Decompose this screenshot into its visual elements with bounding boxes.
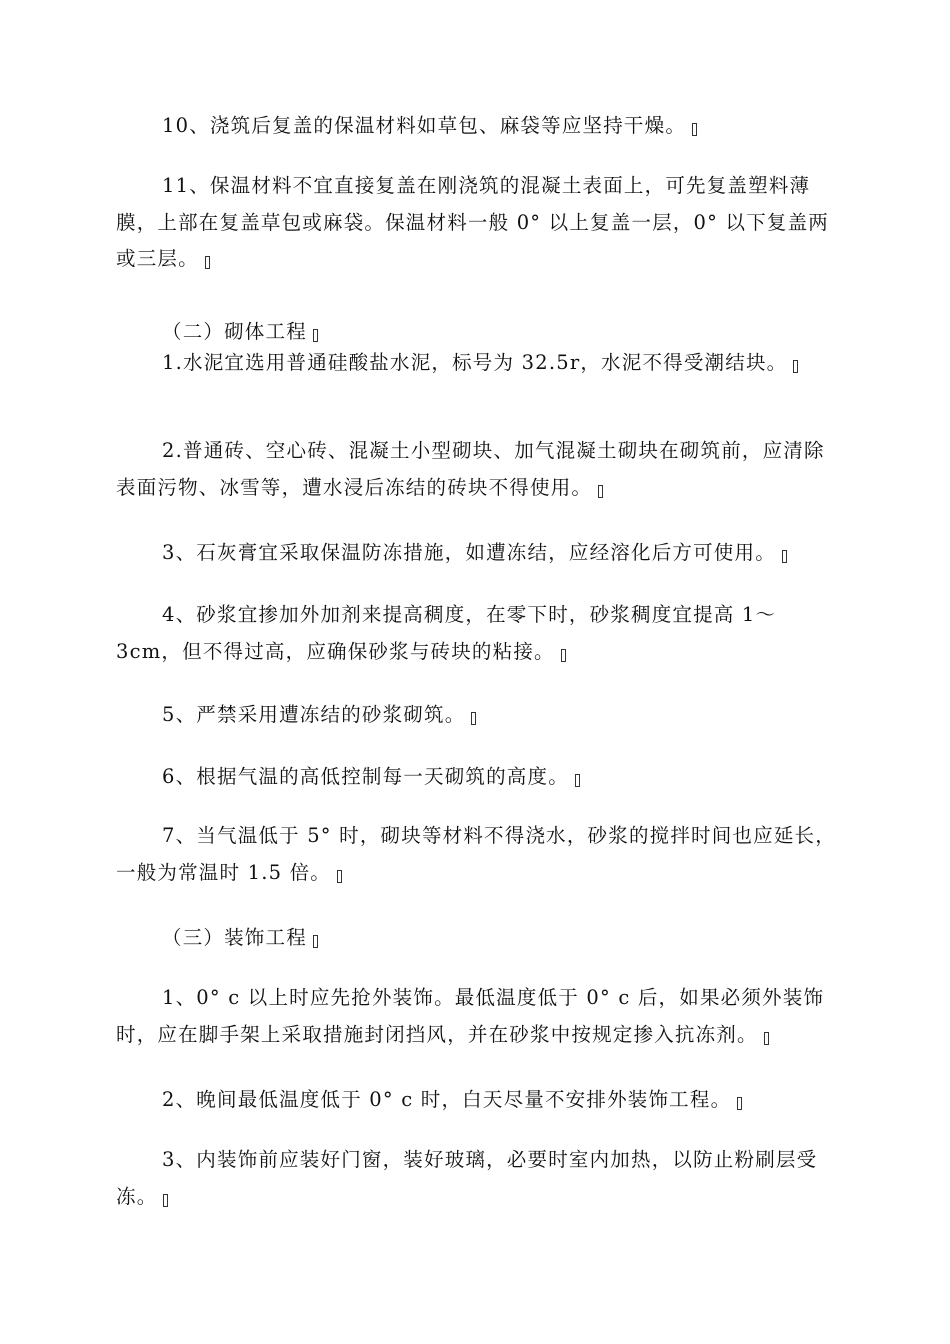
paragraph-text: 7、当气温低于 5° 时，砌块等材料不得浇水，砂浆的搅拌时间也应延长，一般为常温时 1.5 倍。 <box>116 824 836 884</box>
paragraph-m6 <box>116 759 836 796</box>
paragraph-m2 <box>116 433 836 506</box>
paragraph-mark-icon <box>793 360 798 373</box>
paragraph-mark-icon <box>692 123 697 136</box>
paragraph-mark-icon <box>313 935 318 948</box>
paragraph-mark-icon <box>575 774 580 787</box>
paragraph-text: 5、严禁采用遭冻结的砂浆砌筑。 <box>162 703 466 726</box>
paragraph-mark-icon <box>782 550 787 563</box>
paragraph-m7 <box>116 818 836 891</box>
paragraph-mark-icon <box>337 870 342 883</box>
paragraph-mark-icon <box>205 256 210 269</box>
paragraph-mark-icon <box>737 1097 742 1110</box>
heading-text: （三）装饰工程 <box>162 926 307 949</box>
paragraph-text: 2、晚间最低温度低于 0° c 时，白天尽量不安排外装饰工程。 <box>162 1088 732 1111</box>
paragraph-11 <box>116 168 836 278</box>
paragraph-text: 10、浇筑后复盖的保温材料如草包、麻袋等应坚持干燥。 <box>162 114 687 137</box>
paragraph-d1 <box>116 980 836 1053</box>
paragraph-text: 1.水泥宜选用普通硅酸盐水泥，标号为 32.5r，水泥不得受潮结块。 <box>162 351 788 374</box>
paragraph-text: 6、根据气温的高低控制每一天砌筑的高度。 <box>162 765 569 788</box>
paragraph-text: 11、保温材料不宜直接复盖在刚浇筑的混凝土表面上，可先复盖塑料薄膜，上部在复盖草包或麻袋。保温材料一般 0° 以上复盖一层，0° 以下复盖两或三层。 <box>116 174 830 271</box>
heading-text: （二）砌体工程 <box>162 320 307 343</box>
paragraph-text: 1、0° c 以上时应先抢外装饰。最低温度低于 0° c 后，如果必须外装饰时，应在脚手架上采取措施封闭挡风，并在砂浆中按规定掺入抗冻剂。 <box>116 986 825 1046</box>
paragraph-m5 <box>116 697 836 734</box>
paragraph-d2 <box>116 1082 836 1119</box>
paragraph-mark-icon <box>598 485 603 498</box>
paragraph-mark-icon <box>163 1194 168 1207</box>
paragraph-text: 3、内装饰前应装好门窗，装好玻璃，必要时室内加热，以防止粉刷层受冻。 <box>116 1148 818 1208</box>
paragraph-text: 4、砂浆宜掺加外加剂来提高稠度，在零下时，砂浆稠度宜提高 1～3cm，但不得过高，应确保砂浆与砖块的粘接。 <box>116 603 777 663</box>
paragraph-10 <box>116 108 836 145</box>
paragraph-mark-icon <box>471 712 476 725</box>
paragraph-mark-icon <box>561 649 566 662</box>
paragraph-mark-icon <box>764 1032 769 1045</box>
paragraph-m1 <box>116 345 836 382</box>
section-heading-decoration <box>116 920 836 957</box>
paragraph-mark-icon <box>313 329 318 342</box>
paragraph-d3 <box>116 1142 836 1215</box>
paragraph-m4 <box>116 597 836 670</box>
paragraph-text: 3、石灰膏宜采取保温防冻措施，如遭冻结，应经溶化后方可使用。 <box>162 541 776 564</box>
paragraph-m3 <box>116 535 836 572</box>
paragraph-text: 2.普通砖、空心砖、混凝土小型砌块、加气混凝土砌块在砌筑前，应清除表面污物、冰雪等，遭水浸后冻结的砖块不得使用。 <box>116 439 825 499</box>
